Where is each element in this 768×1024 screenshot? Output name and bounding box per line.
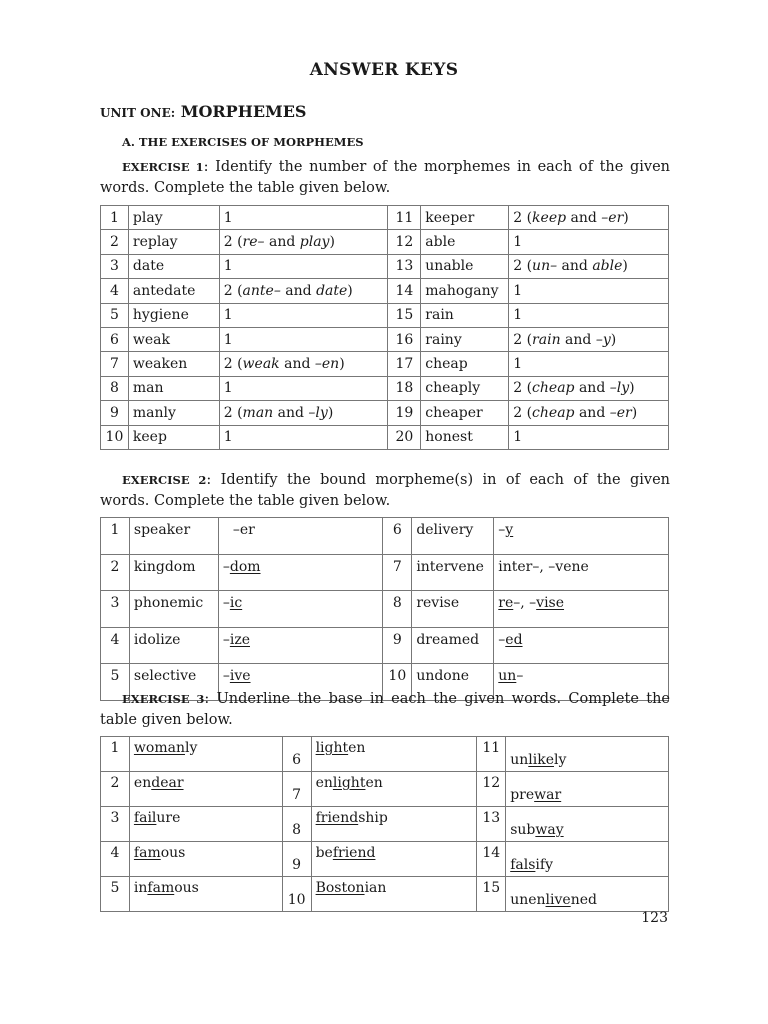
answer-cell: –er: [218, 518, 383, 555]
word-cell: intervene: [412, 554, 494, 591]
row-number: 5: [101, 303, 129, 327]
answer-cell: 2 (cheap and –er): [509, 401, 669, 425]
table-row: [101, 737, 669, 772]
table-row: [101, 254, 669, 278]
answer-cell: –ed: [494, 627, 669, 664]
answer-cell: 1: [219, 254, 388, 278]
word-cell: lighten: [311, 737, 477, 772]
row-number: 9: [383, 627, 412, 664]
row-number: 5: [101, 664, 130, 701]
answer-cell: 1: [509, 303, 669, 327]
table-row: [101, 376, 669, 400]
row-number: 18: [388, 376, 421, 400]
row-number: 1: [101, 206, 129, 230]
row-number: 10: [101, 425, 129, 449]
answer-cell: re–, –vise: [494, 591, 669, 628]
answer-cell: –ic: [218, 591, 383, 628]
row-number: 7: [282, 772, 311, 807]
row-number: 10: [383, 664, 412, 701]
unit-prefix: UNIT ONE:: [100, 106, 176, 120]
word-cell: replay: [128, 230, 219, 254]
table-row: [101, 627, 669, 664]
table-row: [101, 591, 669, 628]
answer-cell: 2 (weak and –en): [219, 352, 388, 376]
exercise-1-text: : Identify the number of the morphemes in each of the given words. Complete the table given below.: [100, 159, 670, 196]
word-cell: idolize: [129, 627, 218, 664]
table-row: [101, 554, 669, 591]
answer-cell: –ive: [218, 664, 383, 701]
word-cell: Bostonian: [311, 877, 477, 912]
word-cell: speaker: [129, 518, 218, 555]
word-cell: prewar: [506, 772, 669, 807]
word-cell: weaken: [128, 352, 219, 376]
answer-cell: 1: [509, 425, 669, 449]
answer-cell: 2 (un– and able): [509, 254, 669, 278]
word-cell: able: [421, 230, 509, 254]
row-number: 2: [101, 230, 129, 254]
row-number: 11: [388, 206, 421, 230]
row-number: 9: [101, 401, 129, 425]
word-cell: antedate: [128, 279, 219, 303]
answer-cell: –dom: [218, 554, 383, 591]
word-cell: date: [128, 254, 219, 278]
table-row: [101, 352, 669, 376]
table-row: [101, 877, 669, 912]
answer-cell: 1: [509, 230, 669, 254]
word-cell: rain: [421, 303, 509, 327]
row-number: 6: [101, 327, 129, 351]
row-number: 11: [477, 737, 506, 772]
table-row: [101, 425, 669, 449]
row-number: 17: [388, 352, 421, 376]
word-cell: cheaper: [421, 401, 509, 425]
word-cell: infamous: [129, 877, 282, 912]
row-number: 2: [101, 772, 130, 807]
row-number: 20: [388, 425, 421, 449]
unit-heading: [100, 102, 306, 121]
word-cell: revise: [412, 591, 494, 628]
word-cell: weak: [128, 327, 219, 351]
answer-cell: 1: [219, 206, 388, 230]
row-number: 8: [282, 807, 311, 842]
answer-cell: 1: [509, 279, 669, 303]
word-cell: friendship: [311, 807, 477, 842]
table-row: [101, 327, 669, 351]
table-row: [101, 279, 669, 303]
answer-cell: –ize: [218, 627, 383, 664]
row-number: 12: [477, 772, 506, 807]
word-cell: enlighten: [311, 772, 477, 807]
word-cell: undone: [412, 664, 494, 701]
answer-cell: 1: [219, 303, 388, 327]
row-number: 13: [388, 254, 421, 278]
word-cell: womanly: [129, 737, 282, 772]
word-cell: falsify: [506, 842, 669, 877]
row-number: 4: [101, 842, 130, 877]
exercise-1-instructions: [100, 157, 670, 199]
row-number: 6: [383, 518, 412, 555]
row-number: 8: [101, 376, 129, 400]
answer-cell: –y: [494, 518, 669, 555]
answer-cell: 2 (cheap and –ly): [509, 376, 669, 400]
answer-cell: un–: [494, 664, 669, 701]
exercise-3-table: [100, 736, 669, 912]
exercise-3-label: EXERCISE 3: [122, 692, 205, 706]
row-number: 3: [101, 591, 130, 628]
exercise-2-label: EXERCISE 2: [122, 473, 207, 487]
word-cell: cheap: [421, 352, 509, 376]
unit-name: MORPHEMES: [180, 102, 307, 121]
row-number: 7: [101, 352, 129, 376]
row-number: 1: [101, 737, 130, 772]
row-number: 4: [101, 279, 129, 303]
word-cell: rainy: [421, 327, 509, 351]
row-number: 3: [101, 807, 130, 842]
word-cell: keep: [128, 425, 219, 449]
answer-cell: 1: [219, 425, 388, 449]
answer-cell: 2 (re– and play): [219, 230, 388, 254]
word-cell: befriend: [311, 842, 477, 877]
row-number: 9: [282, 842, 311, 877]
table-row: [101, 303, 669, 327]
word-cell: endear: [129, 772, 282, 807]
word-cell: delivery: [412, 518, 494, 555]
table-row: [101, 842, 669, 877]
word-cell: honest: [421, 425, 509, 449]
row-number: 2: [101, 554, 130, 591]
answer-cell: 1: [219, 327, 388, 351]
exercise-2-table: [100, 517, 669, 701]
row-number: 10: [282, 877, 311, 912]
table-row: [101, 230, 669, 254]
row-number: 5: [101, 877, 130, 912]
word-cell: manly: [128, 401, 219, 425]
row-number: 16: [388, 327, 421, 351]
row-number: 14: [477, 842, 506, 877]
word-cell: play: [128, 206, 219, 230]
answer-cell: 2 (keep and –er): [509, 206, 669, 230]
row-number: 6: [282, 737, 311, 772]
row-number: 15: [477, 877, 506, 912]
table-row: [101, 401, 669, 425]
table-row: [101, 772, 669, 807]
row-number: 3: [101, 254, 129, 278]
word-cell: unenlivened: [506, 877, 669, 912]
answer-cell: 2 (ante– and date): [219, 279, 388, 303]
word-cell: dreamed: [412, 627, 494, 664]
exercise-2-instructions: [100, 470, 670, 512]
row-number: 13: [477, 807, 506, 842]
page-number: 123: [641, 910, 668, 926]
word-cell: subway: [506, 807, 669, 842]
section-heading: A. THE EXERCISES OF MORPHEMES: [122, 135, 364, 149]
exercise-2-text: : Identify the bound morpheme(s) in of each of the given words. Complete the table given below.: [100, 472, 670, 509]
table-row: [101, 518, 669, 555]
page-title: ANSWER KEYS: [309, 60, 459, 80]
row-number: 14: [388, 279, 421, 303]
row-number: 1: [101, 518, 130, 555]
row-number: 4: [101, 627, 130, 664]
word-cell: keeper: [421, 206, 509, 230]
answer-cell: 2 (man and –ly): [219, 401, 388, 425]
exercise-3-text: : Underline the base in each the given words. Complete the table given below.: [100, 691, 670, 728]
word-cell: phonemic: [129, 591, 218, 628]
exercise-1-table: [100, 205, 669, 450]
row-number: 15: [388, 303, 421, 327]
word-cell: cheaply: [421, 376, 509, 400]
word-cell: selective: [129, 664, 218, 701]
table-row: [101, 206, 669, 230]
answer-cell: inter–, –vene: [494, 554, 669, 591]
answer-cell: 1: [219, 376, 388, 400]
word-cell: man: [128, 376, 219, 400]
row-number: 7: [383, 554, 412, 591]
row-number: 12: [388, 230, 421, 254]
word-cell: kingdom: [129, 554, 218, 591]
exercise-1-label: EXERCISE 1: [122, 160, 204, 174]
word-cell: mahogany: [421, 279, 509, 303]
word-cell: hygiene: [128, 303, 219, 327]
answer-cell: 1: [509, 352, 669, 376]
word-cell: unable: [421, 254, 509, 278]
word-cell: failure: [129, 807, 282, 842]
answer-cell: 2 (rain and –y): [509, 327, 669, 351]
word-cell: famous: [129, 842, 282, 877]
word-cell: unlikely: [506, 737, 669, 772]
exercise-3-instructions: [100, 689, 670, 731]
row-number: 19: [388, 401, 421, 425]
row-number: 8: [383, 591, 412, 628]
table-row: [101, 807, 669, 842]
